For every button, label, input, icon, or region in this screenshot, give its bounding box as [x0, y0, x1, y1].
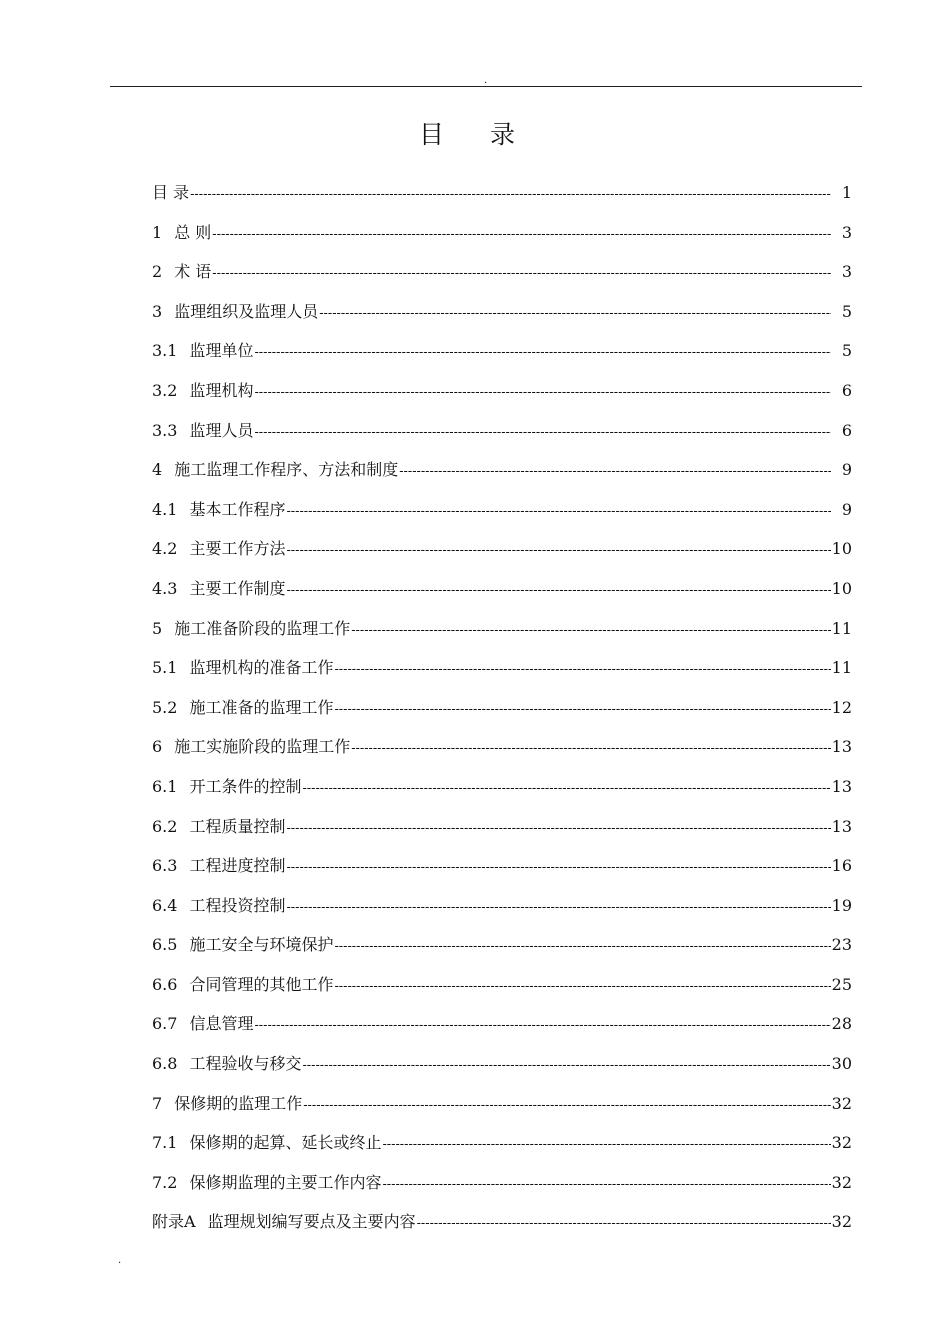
toc-entry-number: 4 [152, 460, 163, 480]
toc-dot-leader [334, 695, 830, 722]
toc-entry-label: 监理机构 [189, 380, 254, 400]
toc-dot-leader [382, 1170, 830, 1197]
toc-dot-leader [212, 220, 831, 247]
toc-dot-leader [303, 1091, 830, 1118]
toc-entry-page: 12 [831, 697, 852, 717]
toc-entry-label: 保修期的监理工作 [174, 1093, 303, 1113]
toc-entry-number: 6.2 [152, 816, 178, 836]
toc-entry[interactable] [152, 1091, 852, 1131]
toc-dot-leader [286, 497, 831, 524]
toc-dot-leader [212, 259, 831, 286]
toc-entry-number: 1 [152, 222, 163, 242]
toc-entry-number: 4.1 [152, 499, 178, 519]
toc-entry-page: 32 [831, 1133, 852, 1153]
toc-entry-page: 3 [841, 262, 852, 282]
toc-entry-number: 7 [152, 1093, 163, 1113]
toc-entry-label: 目 录 [152, 183, 190, 202]
toc-dot-leader [286, 893, 830, 920]
toc-entry-label: 基本工作程序 [189, 499, 286, 519]
toc-dot-leader [351, 616, 830, 643]
toc-entry-number: 5.1 [152, 658, 178, 678]
toc-entry-label: 开工条件的控制 [189, 776, 302, 796]
toc-entry-label: 工程进度控制 [189, 856, 286, 876]
toc-entry-label: 总 则 [174, 222, 212, 242]
toc-entry[interactable] [152, 932, 852, 972]
toc-entry-number: 7.1 [152, 1133, 178, 1153]
toc-entry[interactable] [152, 180, 852, 220]
toc-entry-page: 23 [831, 935, 852, 955]
toc-entry[interactable] [152, 893, 852, 933]
toc-entry-label: 监理机构的准备工作 [189, 658, 334, 678]
toc-entry-page: 13 [831, 776, 852, 796]
toc-entry-label: 合同管理的其他工作 [189, 974, 334, 994]
toc-entry[interactable] [152, 497, 852, 537]
toc-entry-page: 6 [841, 420, 852, 440]
toc-entry-page: 25 [831, 974, 852, 994]
toc-entry-label: 术 语 [174, 262, 212, 282]
toc-entry-page: 32 [831, 1093, 852, 1113]
toc-entry[interactable] [152, 1051, 852, 1091]
toc-entry-number: 附录A [152, 1212, 196, 1232]
toc-entry-number: 4.3 [152, 578, 178, 598]
toc-entry-page: 32 [831, 1172, 852, 1192]
toc-dot-leader [417, 1209, 831, 1236]
toc-entry-page: 28 [831, 1014, 852, 1034]
toc-entry[interactable] [152, 259, 852, 299]
toc-dot-leader [334, 972, 830, 999]
toc-entry[interactable] [152, 972, 852, 1012]
toc-entry[interactable] [152, 1130, 852, 1170]
toc-entry-page: 19 [831, 895, 852, 915]
toc-entry-label: 监理单位 [189, 341, 254, 361]
toc-entry-label: 施工安全与环境保护 [189, 935, 334, 955]
toc-dot-leader [382, 1130, 830, 1157]
toc-entry-page: 9 [841, 460, 852, 480]
toc-entry-page: 10 [831, 578, 852, 598]
toc-entry-number: 6.5 [152, 935, 178, 955]
toc-dot-leader [254, 418, 831, 445]
toc-entry-page: 10 [831, 539, 852, 559]
toc-entry[interactable] [152, 655, 852, 695]
toc-dot-leader [319, 299, 831, 326]
toc-dot-leader [254, 378, 831, 405]
toc-dot-leader [286, 536, 830, 563]
toc-dot-leader [286, 853, 830, 880]
toc-entry-label: 保修期的起算、延长或终止 [189, 1133, 382, 1153]
toc-entry-page: 3 [841, 222, 852, 242]
toc-entry[interactable] [152, 1011, 852, 1051]
toc-entry-number: 6.4 [152, 895, 178, 915]
toc-entry-label: 施工实施阶段的监理工作 [174, 737, 351, 757]
toc-entry-page: 11 [831, 618, 852, 638]
toc-entry-number: 3.3 [152, 420, 178, 440]
header-rule [110, 86, 862, 87]
toc-entry[interactable] [152, 734, 852, 774]
toc-entry-page: 32 [831, 1212, 852, 1232]
toc-entry-page: 6 [841, 380, 852, 400]
toc-entry[interactable] [152, 1209, 852, 1249]
toc-entry[interactable] [152, 616, 852, 656]
toc-entry-label: 工程投资控制 [189, 895, 286, 915]
toc-entry-number: 3.1 [152, 341, 178, 361]
toc-entry-label: 监理人员 [189, 420, 254, 440]
toc-entry-number: 6.6 [152, 974, 178, 994]
toc-entry-label: 工程质量控制 [189, 816, 286, 836]
toc-entry-label: 监理规划编写要点及主要内容 [207, 1212, 416, 1232]
toc-entry[interactable] [152, 536, 852, 576]
toc-entry[interactable] [152, 814, 852, 854]
toc-entry[interactable] [152, 853, 852, 893]
toc-entry-page: 11 [831, 658, 852, 678]
toc-entry-number: 6 [152, 737, 163, 757]
toc-entry-label: 主要工作制度 [189, 578, 286, 598]
toc-dot-leader [351, 734, 830, 761]
toc-entry[interactable] [152, 418, 852, 458]
toc-entry-number: 7.2 [152, 1172, 178, 1192]
toc-entry-label: 施工准备阶段的监理工作 [174, 618, 351, 638]
toc-entry-number: 4.2 [152, 539, 178, 559]
toc-entry[interactable] [152, 576, 852, 616]
toc-list [152, 180, 852, 1249]
toc-entry[interactable] [152, 220, 852, 260]
toc-entry-number: 6.1 [152, 776, 178, 796]
toc-entry-number: 3 [152, 301, 163, 321]
toc-entry[interactable] [152, 457, 852, 497]
page-title: 目录 [418, 120, 561, 149]
toc-entry-page: 1 [841, 183, 852, 202]
toc-entry-label: 信息管理 [189, 1014, 254, 1034]
toc-entry-number: 5.2 [152, 697, 178, 717]
toc-entry-label: 施工监理工作程序、方法和制度 [174, 460, 399, 480]
toc-dot-leader [334, 655, 830, 682]
toc-entry[interactable] [152, 695, 852, 735]
toc-entry-label: 施工准备的监理工作 [189, 697, 334, 717]
toc-entry-number: 6.7 [152, 1014, 178, 1034]
toc-entry-number: 5 [152, 618, 163, 638]
toc-dot-leader [254, 338, 831, 365]
toc-entry-number: 6.3 [152, 856, 178, 876]
toc-entry-label: 主要工作方法 [189, 539, 286, 559]
toc-entry-label: 保修期监理的主要工作内容 [189, 1172, 382, 1192]
toc-entry[interactable] [152, 1170, 852, 1210]
toc-entry-number: 6.8 [152, 1054, 178, 1074]
toc-entry-page: 16 [831, 856, 852, 876]
toc-dot-leader [334, 932, 830, 959]
toc-dot-leader [254, 1011, 830, 1038]
toc-dot-leader [286, 814, 830, 841]
toc-entry[interactable] [152, 299, 852, 339]
toc-entry-page: 30 [831, 1054, 852, 1074]
toc-entry-label: 监理组织及监理人员 [174, 301, 319, 321]
footer-mark: . [118, 1255, 122, 1266]
toc-dot-leader [286, 576, 830, 603]
toc-entry[interactable] [152, 378, 852, 418]
toc-dot-leader [399, 457, 831, 484]
toc-dot-leader [302, 774, 830, 801]
header-mark: . [484, 75, 488, 86]
toc-entry-label: 工程验收与移交 [189, 1054, 302, 1074]
toc-entry[interactable] [152, 774, 852, 814]
toc-entry-number: 2 [152, 262, 163, 282]
toc-dot-leader [302, 1051, 830, 1078]
toc-entry[interactable] [152, 338, 852, 378]
toc-dot-leader [190, 180, 831, 207]
toc-entry-page: 5 [841, 301, 852, 321]
toc-entry-page: 13 [831, 737, 852, 757]
toc-entry-page: 5 [841, 341, 852, 361]
toc-entry-number: 3.2 [152, 380, 178, 400]
toc-entry-page: 13 [831, 816, 852, 836]
toc-entry-page: 9 [841, 499, 852, 519]
